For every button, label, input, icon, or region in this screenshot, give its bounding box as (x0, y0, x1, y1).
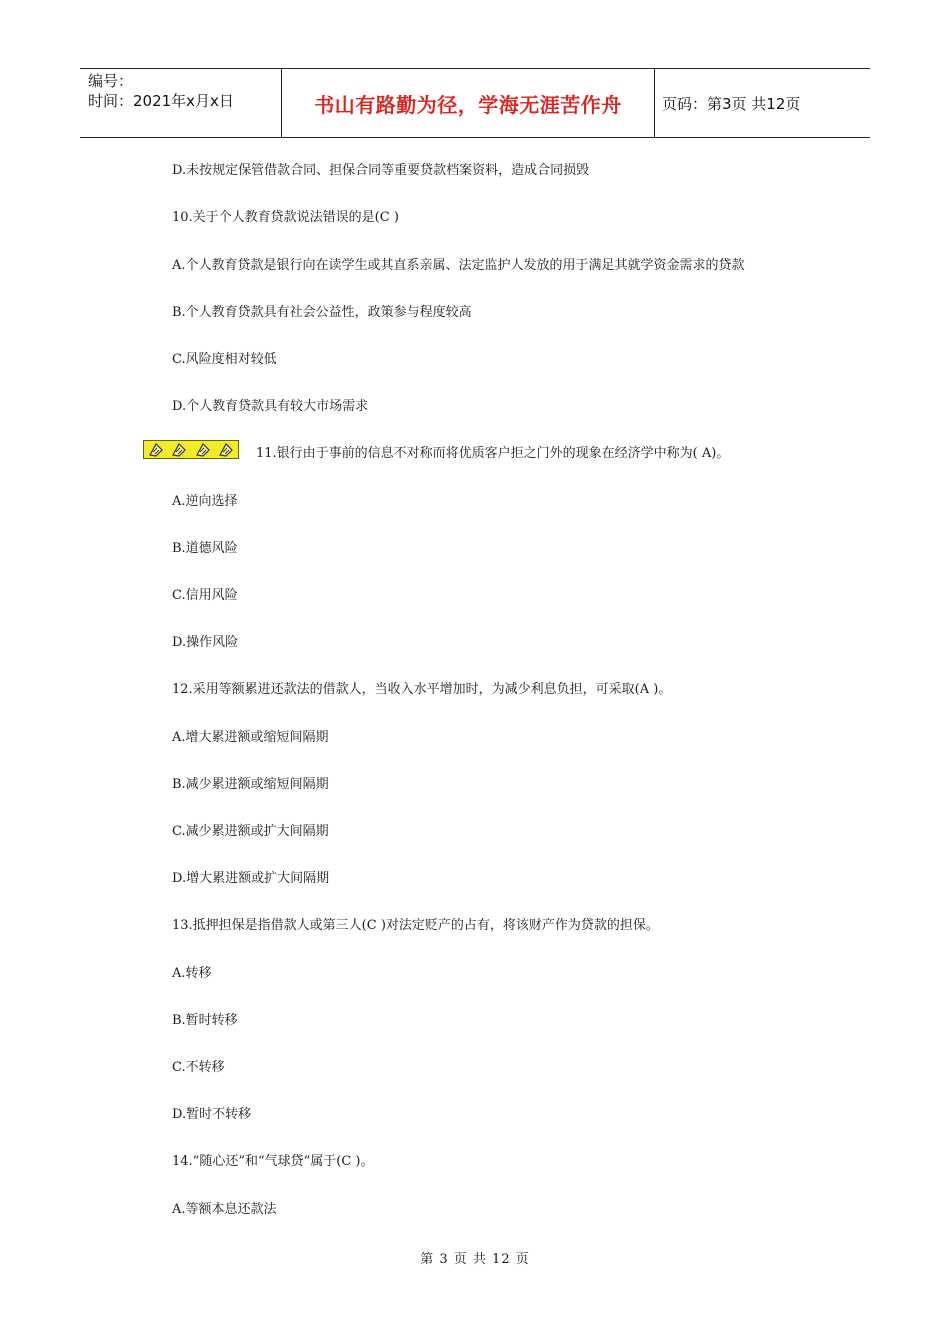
header-motto: 书山有路勤为径，学海无涯苦作舟 (314, 92, 622, 117)
question-line: B.个人教育贷款具有社会公益性，政策参与程度较高 (172, 305, 472, 320)
question-line: C.减少累进额或扩大间隔期 (172, 824, 329, 839)
question-line: 11.银行由于事前的信息不对称而将优质客户拒之门外的现象在经济学中称为( A)。 (256, 446, 730, 461)
question-line: A.个人教育贷款是银行向在读学生或其直系亲属、法定监护人发放的用于满足其就学资金需求的贷款 (172, 258, 745, 273)
sheet-stamp-icon (170, 442, 188, 458)
question-line: D.暂时不转移 (172, 1107, 252, 1122)
question-line: 13.抵押担保是指借款人或第三人(C )对法定贬产的占有，将该财产作为贷款的担保。 (172, 918, 659, 933)
question-line: B.暂时转移 (172, 1013, 238, 1028)
question-line: B.道德风险 (172, 541, 238, 556)
question-line: D.增大累进额或扩大间隔期 (172, 871, 330, 886)
question-line: C.风险度相对较低 (172, 352, 277, 367)
question-line: A.等额本息还款法 (172, 1202, 277, 1217)
page-footer: 第 3 页 共 12 页 (420, 1252, 530, 1267)
question-line: C.信用风险 (172, 588, 238, 603)
header-page-info: 页码：第3页 共12页 (662, 94, 801, 113)
question-line: 12.采用等额累进还款法的借款人，当收入水平增加时，为减少利息负担，可采取(A )。 (172, 682, 672, 697)
sheet-stamp-icon (217, 442, 235, 458)
number-label: 编号： (88, 72, 134, 90)
question-line: A.增大累进额或缩短间隔期 (172, 730, 329, 745)
header-meta (88, 71, 284, 111)
header-divider-right (654, 69, 655, 137)
sheet-stamp-icon (147, 442, 165, 458)
question-line: D.操作风险 (172, 635, 239, 650)
date-label: 时间：2021年x月x日 (88, 92, 234, 110)
question-line: 10.关于个人教育贷款说法错误的是(C ) (172, 210, 399, 225)
question-line: A.转移 (172, 966, 212, 981)
sheet-stamp-strip (143, 440, 239, 459)
question-line: A.逆向选择 (172, 494, 238, 509)
question-line: D.未按规定保管借款合同、担保合同等重要贷款档案资料，造成合同损毁 (172, 163, 590, 178)
question-line: B.减少累进额或缩短间隔期 (172, 777, 329, 792)
question-line: C.不转移 (172, 1060, 225, 1075)
document-header (80, 68, 870, 138)
question-line: D.个人教育贷款具有较大市场需求 (172, 399, 369, 414)
question-line: 14.“随心还”和“气球贷”属于(C )。 (172, 1154, 374, 1169)
sheet-stamp-icon (194, 442, 212, 458)
